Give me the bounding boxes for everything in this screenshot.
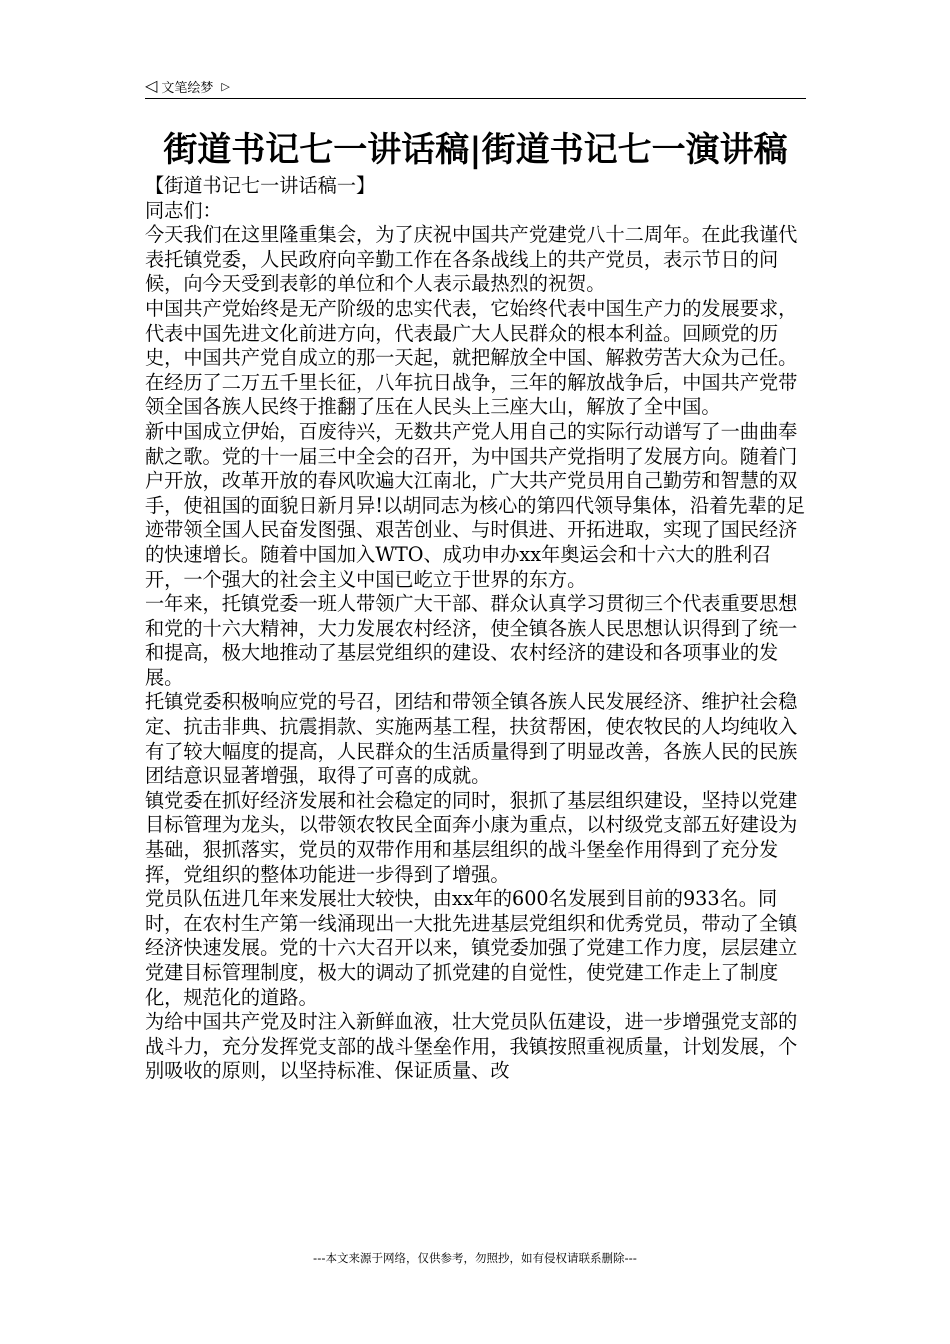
paragraph: 今天我们在这里隆重集会，为了庆祝中国共产党建党八十二周年。在此我谨代表托镇党委，人民政府向辛勤工作在各条战线上的共产党员，表示节日的问候，向今天受到表彰的单位和个人表示最热烈的祝贺。 [145,223,798,296]
document-title: 街道书记七一讲话稿|街道书记七一演讲稿 [163,130,788,170]
document-body [145,174,807,1084]
paragraph: 中国共产党始终是无产阶级的忠实代表，它始终代表中国生产力的发展要求，代表中国先进文化前进方向，代表最广大人民群众的根本利益。回顾党的历史，中国共产党自成立的那一天起，就把解放全中国、解救劳苦大众为己任。在经历了二万五千里长征，八年抗日战争，三年的解放战争后，中国共产党带领全国各族人民终于推翻了压在人民头上三座大山，解放了全中国。 [145,296,798,419]
brand-label: 文笔绘梦 [161,80,214,96]
page-header [145,74,805,98]
paragraph: 托镇党委积极响应党的号召，团结和带领全镇各族人民发展经济、维护社会稳定、抗击非典、抗震捐款、实施两基工程，扶贫帮困，使农牧民的人均纯收入有了较大幅度的提高，人民群众的生活质量得到了明显改善，各族人民的民族团结意识显著增强，取得了可喜的成就。 [145,690,798,788]
paragraph: 为给中国共产党及时注入新鲜血液，壮大党员队伍建设，进一步增强党支部的战斗力，充分发挥党支部的战斗堡垒作用，我镇按照重视质量，计划发展，个别吸收的原则，以坚持标准、保证质量、改 [145,1010,798,1083]
header-divider [145,98,806,99]
triangle-right-icon: ▷ [221,79,230,93]
salutation: 同志们： [145,198,222,222]
paragraph: 一年来，托镇党委一班人带领广大干部、群众认真学习贯彻三个代表重要思想和党的十六大精神，大力发展农村经济，使全镇各族人民思想认识得到了统一和提高，极大地推动了基层党组织的建设、农村经济的建设和各项事业的发展。 [145,592,798,689]
triangle-left-icon: ◁ [145,76,158,95]
paragraph: 镇党委在抓好经济发展和社会稳定的同时，狠抓了基层组织建设，坚持以党建目标管理为龙头，以带领农牧民全面奔小康为重点，以村级党支部五好建设为基础，狠抓落实，党员的双带作用和基层组织的战斗堡垒作用得到了充分发挥，党组织的整体功能进一步得到了增强。 [145,788,798,886]
section-heading: 【街道书记七一讲话稿一】 [145,174,376,197]
paragraph: 党员队伍进几年来发展壮大较快，由xx年的600名发展到目前的933名。同时，在农村生产第一线涌现出一大批先进基层党组织和优秀党员，带动了全镇经济快速发展。党的十六大召开以来，镇党委加强了党建工作力度，层层建立党建目标管理制度，极大的调动了抓党建的自觉性，使党建工作走上了制度化，规范化的道路。 [145,887,798,1009]
footer-notice: ---本文来源于网络，仅供参考，勿照抄，如有侵权请联系删除--- [313,1251,637,1265]
paragraph: 新中国成立伊始，百废待兴，无数共产党人用自己的实际行动谱写了一曲曲奉献之歌。党的十一届三中全会的召开，为中国共产党指明了发展方向。随着门户开放，改革开放的春风吹遍大江南北，广大共产党员用自己勤劳和智慧的双手，使祖国的面貌日新月异!以胡同志为核心的第四代领导集体，沿着先辈的足迹带领全国人民奋发图强、艰苦创业、与时俱进、开拓进取，实现了国民经济的快速增长。随着中国加入WTO、成功申办xx年奥运会和十六大的胜利召开，一个强大的社会主义中国已屹立于世界的东方。 [145,419,806,591]
